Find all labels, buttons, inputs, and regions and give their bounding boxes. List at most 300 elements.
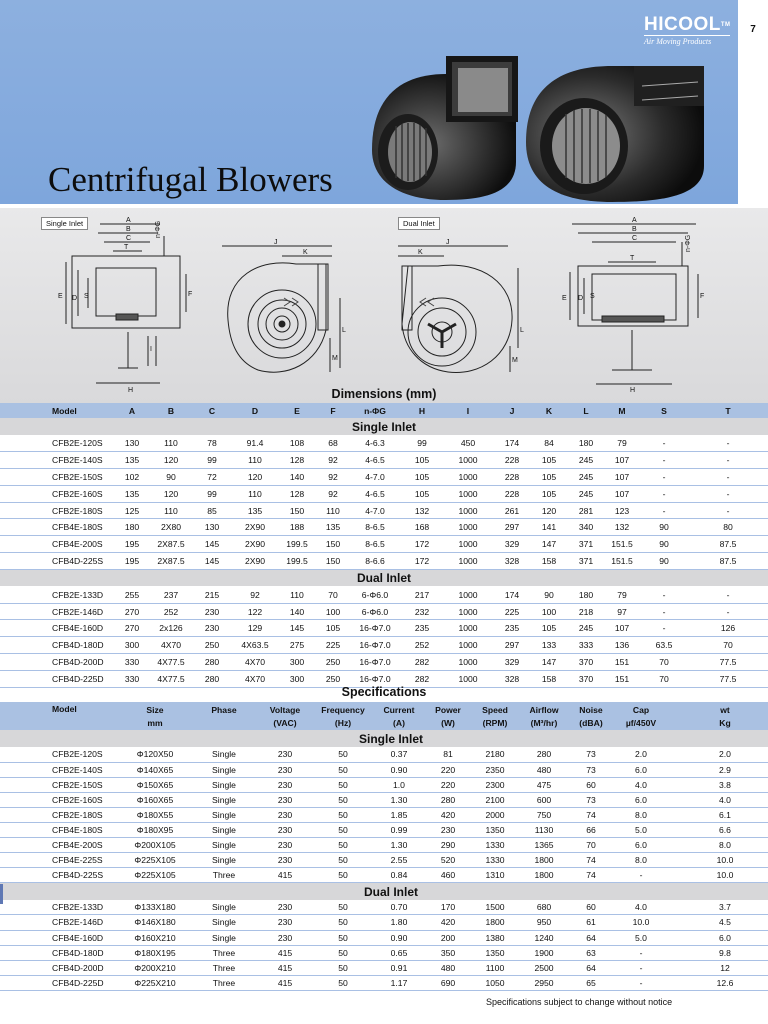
table-cell: 1000 <box>442 654 494 671</box>
table-cell: 9.8 <box>668 945 768 960</box>
model-cell: CFB2E-180S <box>0 502 112 519</box>
table-cell: 100 <box>530 603 568 620</box>
table-cell: 217 <box>402 586 442 603</box>
table-cell: 150 <box>276 502 318 519</box>
model-cell: CFB2E-150S <box>0 469 112 486</box>
table-cell: 270 <box>112 620 152 637</box>
table-cell: 237 <box>152 586 190 603</box>
table-cell: 110 <box>234 452 276 469</box>
specifications-table <box>0 702 768 991</box>
table-cell: 1000 <box>442 553 494 570</box>
table-cell: 230 <box>190 603 234 620</box>
specifications-title: Specifications <box>341 685 427 699</box>
table-cell: 110 <box>234 485 276 502</box>
table-cell: 228 <box>494 452 530 469</box>
table-cell: 280 <box>190 654 234 671</box>
table-cell: 1500 <box>470 900 520 915</box>
table-cell: 329 <box>494 654 530 671</box>
table-cell: 252 <box>402 637 442 654</box>
table-cell: 245 <box>568 485 604 502</box>
dual-inlet-drawing-label: Dual Inlet <box>398 217 440 230</box>
table-cell: 235 <box>402 620 442 637</box>
svg-text:K: K <box>418 249 423 256</box>
table-row <box>0 469 768 486</box>
table-cell: 280 <box>520 747 568 762</box>
table-cell: 1.30 <box>372 792 426 807</box>
table-cell: 0.90 <box>372 930 426 945</box>
group-label: Single Inlet <box>0 418 768 435</box>
dimensions-title: Dimensions (mm) <box>331 387 437 401</box>
dual-inlet-blower-photo <box>522 56 708 204</box>
column-header: L <box>568 403 604 418</box>
table-cell: 2X87.5 <box>152 553 190 570</box>
table-cell: 50 <box>314 807 372 822</box>
table-cell: 1100 <box>470 960 520 975</box>
column-unit <box>0 716 118 730</box>
group-row <box>0 569 768 586</box>
dimensions-table <box>0 403 768 688</box>
table-cell: 1000 <box>442 536 494 553</box>
table-cell: Single <box>192 915 256 930</box>
table-cell: 151 <box>604 654 640 671</box>
model-cell: CFB4E-180S <box>0 822 118 837</box>
column-header: Size <box>118 702 192 716</box>
table-cell: 4X70 <box>234 670 276 687</box>
table-cell: Three <box>192 945 256 960</box>
table-cell: 2X90 <box>234 536 276 553</box>
column-header: M <box>604 403 640 418</box>
table-cell: 371 <box>568 536 604 553</box>
table-cell: 220 <box>426 777 470 792</box>
column-header: A <box>112 403 152 418</box>
table-cell: 0.99 <box>372 822 426 837</box>
model-cell: CFB4D-225S <box>0 868 118 883</box>
table-row <box>0 915 768 930</box>
table-cell: 110 <box>318 502 348 519</box>
table-cell: Φ225X105 <box>118 868 192 883</box>
table-cell: 2.0 <box>614 747 668 762</box>
column-header: n-ΦG <box>348 403 402 418</box>
table-cell: 230 <box>256 777 314 792</box>
table-cell: 1240 <box>520 930 568 945</box>
table-cell: 333 <box>568 637 604 654</box>
table-cell: 230 <box>256 838 314 853</box>
table-cell: Single <box>192 762 256 777</box>
table-cell: 180 <box>568 435 604 452</box>
table-cell: 170 <box>426 900 470 915</box>
table-cell: 150 <box>318 536 348 553</box>
table-cell: 135 <box>234 502 276 519</box>
model-cell: CFB2E-140S <box>0 762 118 777</box>
table-cell: Three <box>192 960 256 975</box>
table-cell: Single <box>192 792 256 807</box>
table-cell: Φ180X55 <box>118 807 192 822</box>
model-cell: CFB2E-133D <box>0 900 118 915</box>
svg-text:S: S <box>84 293 89 300</box>
table-cell: 8.0 <box>668 838 768 853</box>
table-cell: 92 <box>318 469 348 486</box>
column-unit: (W) <box>426 716 470 730</box>
table-cell: 99 <box>402 435 442 452</box>
table-cell: 5.0 <box>614 930 668 945</box>
table-cell: 2180 <box>470 747 520 762</box>
svg-text:J: J <box>446 239 450 246</box>
table-cell: 228 <box>494 469 530 486</box>
table-cell: 215 <box>190 586 234 603</box>
table-cell: 50 <box>314 930 372 945</box>
table-cell: 250 <box>318 654 348 671</box>
table-cell: 300 <box>112 637 152 654</box>
column-header: T <box>688 403 768 418</box>
model-cell: CFB4D-180D <box>0 637 112 654</box>
table-cell: 330 <box>112 670 152 687</box>
table-cell: 220 <box>426 762 470 777</box>
table-cell: 2500 <box>520 960 568 975</box>
footnote: Specifications subject to change without notice <box>486 997 673 1007</box>
table-cell: 1000 <box>442 620 494 637</box>
table-cell: Single <box>192 822 256 837</box>
table-cell: 371 <box>568 553 604 570</box>
table-cell: 0.90 <box>372 762 426 777</box>
table-row <box>0 586 768 603</box>
table-cell: 105 <box>402 469 442 486</box>
table-cell: - <box>640 620 688 637</box>
table-cell: 70 <box>318 586 348 603</box>
table-cell: 415 <box>256 868 314 883</box>
table-cell: - <box>614 960 668 975</box>
table-cell: 145 <box>190 553 234 570</box>
table-cell: 1350 <box>470 822 520 837</box>
table-cell: 230 <box>256 792 314 807</box>
table-cell: 140 <box>276 469 318 486</box>
table-cell: 172 <box>402 536 442 553</box>
column-unit: Kg <box>668 716 768 730</box>
svg-text:E: E <box>562 295 567 302</box>
table-cell: 50 <box>314 777 372 792</box>
column-unit: mm <box>118 716 192 730</box>
table-cell: 92 <box>318 485 348 502</box>
column-header: E <box>276 403 318 418</box>
table-row <box>0 502 768 519</box>
table-cell: 135 <box>112 485 152 502</box>
table-cell: 0.65 <box>372 945 426 960</box>
table-cell: 225 <box>318 637 348 654</box>
column-unit: (VAC) <box>256 716 314 730</box>
table-cell: 230 <box>256 822 314 837</box>
column-unit: µf/450V <box>614 716 668 730</box>
table-row <box>0 975 768 990</box>
table-cell: 50 <box>314 945 372 960</box>
group-row <box>0 418 768 435</box>
table-cell: 1330 <box>470 853 520 868</box>
table-cell: 105 <box>530 469 568 486</box>
table-cell: 281 <box>568 502 604 519</box>
table-cell: - <box>640 435 688 452</box>
table-cell: 225 <box>494 603 530 620</box>
column-header: I <box>442 403 494 418</box>
column-header: S <box>640 403 688 418</box>
table-cell: 2X90 <box>234 519 276 536</box>
table-row <box>0 822 768 837</box>
table-row <box>0 452 768 469</box>
svg-text:n-ΦG: n-ΦG <box>685 234 692 252</box>
table-cell: 63.5 <box>640 637 688 654</box>
table-cell: 250 <box>318 670 348 687</box>
table-cell: 107 <box>604 469 640 486</box>
column-header: F <box>318 403 348 418</box>
table-cell: Single <box>192 900 256 915</box>
table-cell: 120 <box>152 485 190 502</box>
table-cell: 72 <box>190 469 234 486</box>
svg-text:F: F <box>188 291 193 298</box>
svg-text:C: C <box>632 235 638 242</box>
table-cell: 174 <box>494 586 530 603</box>
dual-inlet-front-view <box>570 224 698 384</box>
table-cell: 6.0 <box>614 762 668 777</box>
table-cell: 6.0 <box>668 930 768 945</box>
table-cell: 90 <box>640 553 688 570</box>
table-cell: 50 <box>314 900 372 915</box>
table-cell: 107 <box>604 620 640 637</box>
table-cell: 2.55 <box>372 853 426 868</box>
group-label: Dual Inlet <box>0 883 768 900</box>
table-row <box>0 519 768 536</box>
table-row <box>0 853 768 868</box>
column-header: Frequency <box>314 702 372 716</box>
column-header: Phase <box>192 702 256 716</box>
table-row <box>0 603 768 620</box>
table-cell: 4X77.5 <box>152 670 190 687</box>
table-cell: 120 <box>234 469 276 486</box>
table-cell: - <box>688 469 768 486</box>
table-cell: 0.91 <box>372 960 426 975</box>
table-cell: 1000 <box>442 519 494 536</box>
table-row <box>0 654 768 671</box>
table-cell: Φ180X95 <box>118 822 192 837</box>
table-cell: 87.5 <box>688 553 768 570</box>
table-cell: - <box>688 586 768 603</box>
table-cell: 350 <box>426 945 470 960</box>
table-cell: 105 <box>318 620 348 637</box>
table-cell: 1350 <box>470 945 520 960</box>
table-cell: 4X70 <box>234 654 276 671</box>
table-cell: 73 <box>568 792 614 807</box>
table-cell: 1.80 <box>372 915 426 930</box>
table-cell: 151 <box>604 670 640 687</box>
table-cell: 1.85 <box>372 807 426 822</box>
table-cell: 125 <box>112 502 152 519</box>
table-cell: 230 <box>256 853 314 868</box>
table-cell: 107 <box>604 452 640 469</box>
table-cell: 290 <box>426 838 470 853</box>
table-cell: 105 <box>402 485 442 502</box>
table-cell: 950 <box>520 915 568 930</box>
table-cell: 280 <box>190 670 234 687</box>
table-cell: 4X77.5 <box>152 654 190 671</box>
table-cell: 128 <box>276 452 318 469</box>
table-cell: 16-Φ7.0 <box>348 654 402 671</box>
table-cell: 282 <box>402 670 442 687</box>
table-cell: Φ140X65 <box>118 762 192 777</box>
svg-text:L: L <box>342 327 346 334</box>
table-cell: 130 <box>190 519 234 536</box>
table-cell: 6.6 <box>668 822 768 837</box>
table-cell: 415 <box>256 945 314 960</box>
table-cell: 70 <box>640 670 688 687</box>
table-cell: 151.5 <box>604 536 640 553</box>
table-cell: 6.1 <box>668 807 768 822</box>
table-cell: 370 <box>568 670 604 687</box>
column-unit: (Hz) <box>314 716 372 730</box>
model-cell: CFB4E-225S <box>0 853 118 868</box>
table-cell: 79 <box>604 586 640 603</box>
table-cell: 340 <box>568 519 604 536</box>
table-row <box>0 807 768 822</box>
model-cell: CFB2E-150S <box>0 777 118 792</box>
table-cell: 10.0 <box>614 915 668 930</box>
table-cell: 250 <box>190 637 234 654</box>
table-cell: 147 <box>530 536 568 553</box>
model-cell: CFB4E-180S <box>0 519 112 536</box>
table-cell: 90 <box>640 519 688 536</box>
table-cell: 50 <box>314 792 372 807</box>
svg-text:M: M <box>512 357 518 364</box>
table-cell: Three <box>192 975 256 990</box>
table-cell: 70 <box>688 637 768 654</box>
table-cell: 70 <box>640 654 688 671</box>
table-cell: 6.0 <box>614 838 668 853</box>
model-cell: CFB2E-140S <box>0 452 112 469</box>
table-cell: - <box>640 485 688 502</box>
table-cell: - <box>688 485 768 502</box>
group-label: Dual Inlet <box>0 569 768 586</box>
table-cell: 64 <box>568 930 614 945</box>
table-cell: 1800 <box>470 915 520 930</box>
table-row <box>0 553 768 570</box>
table-cell: Φ200X210 <box>118 960 192 975</box>
column-header: Model <box>0 403 112 418</box>
model-cell: CFB4D-225S <box>0 553 112 570</box>
table-cell: 108 <box>276 435 318 452</box>
table-cell: 92 <box>234 586 276 603</box>
table-cell: 77.5 <box>688 654 768 671</box>
table-cell: 8-6.5 <box>348 519 402 536</box>
table-cell: Single <box>192 930 256 945</box>
table-cell: - <box>688 435 768 452</box>
table-cell: 4-7.0 <box>348 469 402 486</box>
table-cell: 235 <box>494 620 530 637</box>
table-cell: 1310 <box>470 868 520 883</box>
table-cell: 300 <box>276 654 318 671</box>
table-cell: 230 <box>426 822 470 837</box>
dimension-drawings <box>0 208 768 404</box>
svg-text:H: H <box>128 387 134 394</box>
table-cell: 8-6.5 <box>348 536 402 553</box>
model-cell: CFB2E-133D <box>0 586 112 603</box>
model-cell: CFB4D-180D <box>0 945 118 960</box>
table-cell: 520 <box>426 853 470 868</box>
table-cell: 77.5 <box>688 670 768 687</box>
svg-text:A: A <box>126 217 131 224</box>
table-cell: 110 <box>276 586 318 603</box>
table-cell: Φ133X180 <box>118 900 192 915</box>
table-cell: - <box>614 975 668 990</box>
column-header: wt <box>668 702 768 716</box>
specifications-units-row <box>0 716 768 730</box>
table-cell: 230 <box>256 807 314 822</box>
table-cell: 5.0 <box>614 822 668 837</box>
table-cell: 8-6.6 <box>348 553 402 570</box>
table-cell: 120 <box>152 452 190 469</box>
table-cell: 1050 <box>470 975 520 990</box>
svg-text:I: I <box>150 346 152 353</box>
table-cell: 12 <box>668 960 768 975</box>
table-cell: 151.5 <box>604 553 640 570</box>
table-row <box>0 637 768 654</box>
table-cell: 140 <box>276 603 318 620</box>
table-cell: 2.9 <box>668 762 768 777</box>
brand-name: HICOOL <box>644 14 721 35</box>
table-cell: 4X63.5 <box>234 637 276 654</box>
table-cell: 130 <box>112 435 152 452</box>
model-cell: CFB4D-225D <box>0 670 112 687</box>
page-title: Centrifugal Blowers <box>48 160 333 199</box>
table-cell: 172 <box>402 553 442 570</box>
table-cell: 100 <box>318 603 348 620</box>
svg-text:A: A <box>632 217 637 224</box>
brand-logo <box>644 16 732 46</box>
table-cell: 50 <box>314 853 372 868</box>
table-cell: 230 <box>256 762 314 777</box>
table-cell: 195 <box>112 536 152 553</box>
table-cell: 420 <box>426 915 470 930</box>
table-cell: 60 <box>568 777 614 792</box>
table-cell: 1000 <box>442 469 494 486</box>
table-cell: 132 <box>402 502 442 519</box>
table-cell: Φ120X50 <box>118 747 192 762</box>
table-cell: 750 <box>520 807 568 822</box>
table-cell: 102 <box>112 469 152 486</box>
column-header: Model <box>0 702 118 716</box>
table-cell: Φ225X210 <box>118 975 192 990</box>
table-cell: 330 <box>112 654 152 671</box>
table-cell: 135 <box>112 452 152 469</box>
model-cell: CFB4E-200S <box>0 536 112 553</box>
column-header: K <box>530 403 568 418</box>
column-unit: (dBA) <box>568 716 614 730</box>
table-cell: 415 <box>256 960 314 975</box>
table-cell: - <box>640 586 688 603</box>
group-row <box>0 730 768 747</box>
table-cell: 1330 <box>470 838 520 853</box>
table-cell: 129 <box>234 620 276 637</box>
table-cell: 12.6 <box>668 975 768 990</box>
table-cell: 180 <box>112 519 152 536</box>
table-cell: 460 <box>426 868 470 883</box>
column-unit: (RPM) <box>470 716 520 730</box>
table-cell: 91.4 <box>234 435 276 452</box>
table-row <box>0 435 768 452</box>
table-cell: 230 <box>256 930 314 945</box>
table-row <box>0 792 768 807</box>
model-cell: CFB4D-200D <box>0 654 112 671</box>
table-cell: 110 <box>152 435 190 452</box>
table-cell: 2X80 <box>152 519 190 536</box>
single-inlet-blower-photo <box>366 52 526 202</box>
table-cell: 195 <box>112 553 152 570</box>
table-cell: 87.5 <box>688 536 768 553</box>
table-cell: 145 <box>276 620 318 637</box>
